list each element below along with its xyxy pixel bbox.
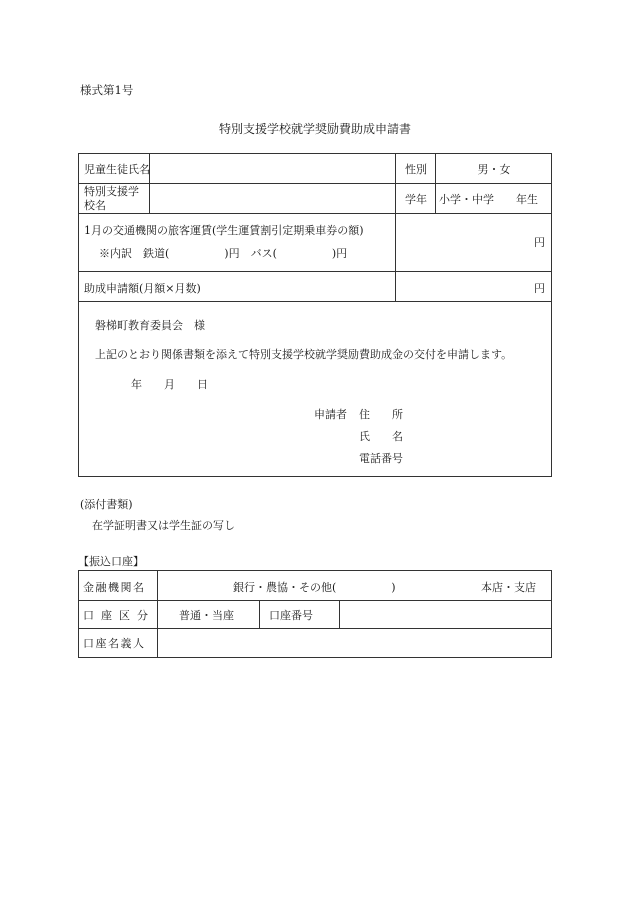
fare-description: 1月の交通機関の旅客運賃(学生運賃割引定期乗車券の額) [84, 224, 364, 237]
branch-options[interactable]: 本店・支店 [481, 581, 536, 594]
student-name-label: 児童生徒氏名 [84, 163, 150, 176]
applicant-name-label: 氏 名 [359, 430, 403, 443]
school-name-label: 特別支援学校名 [84, 185, 139, 212]
application-statement: 上記のとおり関係書類を添えて特別支援学校就学奨励費助成金の交付を申請します。 [95, 348, 513, 361]
bank-heading: 【振込口座】 [78, 555, 144, 568]
account-holder-field[interactable] [159, 629, 549, 656]
account-type-label: 口座区分 [83, 609, 155, 622]
attachments-heading: (添付書類) [80, 498, 133, 511]
account-number-field[interactable] [341, 601, 549, 627]
attachment-item: 在学証明書又は学生証の写し [92, 519, 235, 532]
bank-table [78, 570, 552, 658]
grade-label: 学年 [405, 193, 427, 206]
form-number: 様式第1号 [80, 83, 134, 97]
address-label: 住 所 [359, 408, 403, 421]
gender-label: 性別 [405, 163, 427, 176]
phone-label: 電話番号 [359, 452, 403, 465]
date-line: 年 月 日 [131, 378, 208, 391]
account-holder-label: 口座名義人 [83, 637, 146, 650]
school-name-field[interactable] [151, 185, 393, 212]
amount-yen-unit: 円 [534, 282, 545, 295]
institution-label: 金融機関名 [83, 581, 146, 594]
account-type-options[interactable]: 普通・当座 [179, 609, 234, 622]
addressee: 磐梯町教育委員会 様 [95, 319, 205, 332]
amount-label: 助成申請額(月額×月数) [84, 282, 201, 295]
page-title: 特別支援学校就学奨励費助成申請書 [218, 122, 411, 136]
application-table [78, 153, 552, 477]
applicant-label: 申請者 [314, 408, 347, 421]
account-number-label: 口座番号 [269, 609, 313, 622]
fare-yen-unit: 円 [534, 236, 545, 249]
grade-options[interactable]: 小学・中学 年生 [439, 193, 538, 206]
gender-options[interactable]: 男・女 [477, 163, 511, 176]
institution-options[interactable]: 銀行・農協・その他( ) [233, 581, 396, 594]
fare-breakdown: ※内訳 鉄道( )円 バス( )円 [99, 247, 348, 260]
student-name-field[interactable] [151, 155, 393, 182]
